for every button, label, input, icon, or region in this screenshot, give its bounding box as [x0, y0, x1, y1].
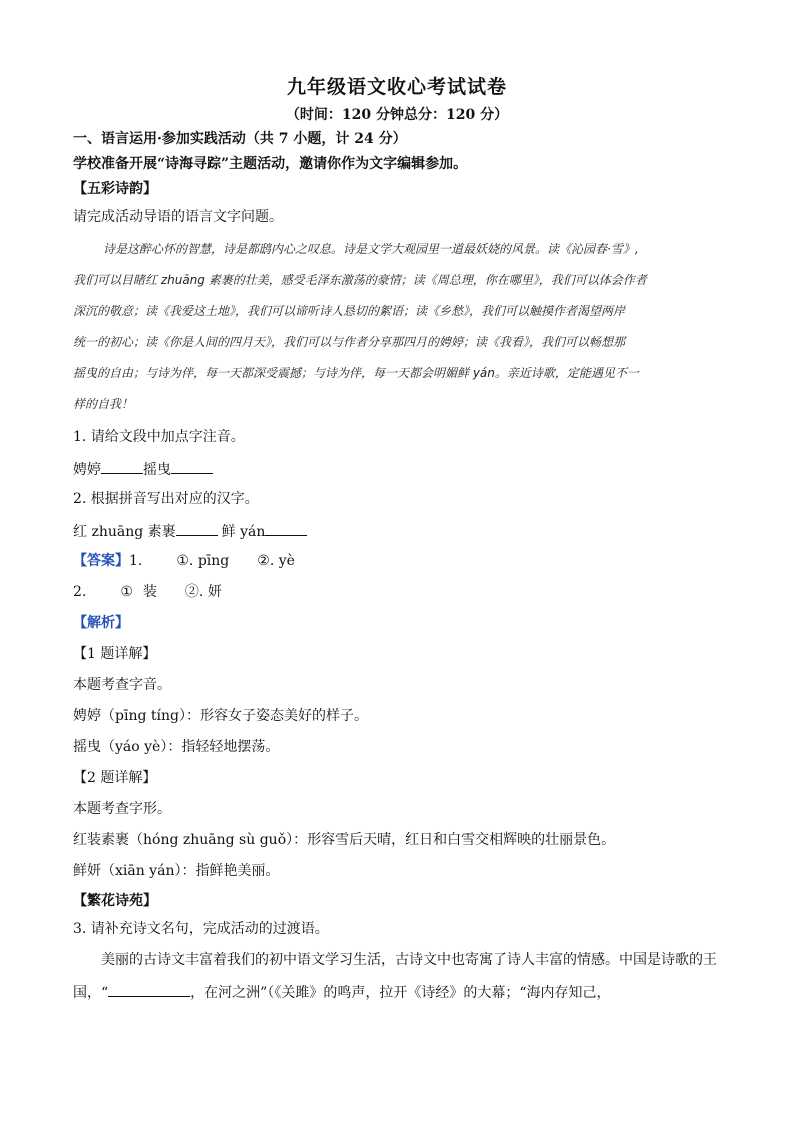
- analysis-label: 【解析】: [73, 615, 129, 631]
- question-3-paragraph: 美丽的古诗文丰富着我们的初中语文学习生活，古诗文中也寄寓了诗人丰富的情感。中国是诗歌的王: [101, 952, 717, 968]
- q1-word-1: 娉婷: [73, 462, 101, 478]
- answer-text: . 妍: [198, 584, 222, 600]
- detail-text: 红装素裹（hóng zhuāng sù guǒ）：形容雪后天晴，红日和白雪交相辉映的壮丽景色。: [73, 832, 616, 848]
- answer-row-1: [73, 552, 295, 570]
- detail-text: 本题考查字音。: [73, 677, 171, 693]
- answer-blank[interactable]: [176, 521, 218, 536]
- detail-text: 摇曳（yáo yè）：指轻轻地摆荡。: [73, 739, 280, 755]
- passage-line: 诗是这醉心怀的智慧，诗是都鸱内心之叹息。诗是文学大观园里一道最妖娆的风景。读《沁园春·雪》,: [103, 242, 639, 256]
- circled-number-1: ①: [120, 584, 133, 600]
- q2-word-1: 红 zhuāng 素裹: [73, 524, 176, 540]
- answer-blank[interactable]: [101, 459, 143, 474]
- page-title: 九年级语文收心考试试卷: [286, 76, 507, 98]
- question-3-stem: 3. 请补充诗文名句，完成活动的过渡语。: [73, 921, 329, 937]
- answer-number: 1.: [129, 553, 143, 569]
- passage-line: 摇曳的自由；与诗为伴，每一天都深受震撼；与诗为伴，每一天都会明媚鲜 yán。亲近诗歌，定能遇见不一: [73, 366, 639, 380]
- detail-heading-2: 【2 题详解】: [73, 770, 157, 786]
- question-3-paragraph: [73, 982, 611, 1002]
- detail-text: 娉婷（pīng tíng）：形容女子姿态美好的样子。: [73, 708, 368, 724]
- section-intro: 学校准备开展“诗海寻踪”主题活动，邀请你作为文字编辑参加。: [73, 156, 468, 172]
- circled-number-2: ②: [184, 584, 199, 600]
- part-heading-wucai: 【五彩诗韵】: [73, 181, 157, 197]
- q3-text: ，在河之洲”（《关雎》的鸣声，拉开《诗经》的大幕；“海内存知己，: [190, 985, 611, 1001]
- answer-text: . yè: [269, 553, 295, 569]
- part-instruction: 请完成活动导语的语言文字问题。: [73, 209, 283, 225]
- answer-blank[interactable]: [171, 459, 213, 474]
- answer-blank[interactable]: [108, 982, 190, 997]
- passage-line: 样的自我！: [73, 397, 134, 411]
- question-2-items: [73, 521, 307, 541]
- part-heading-fanhua: 【繁花诗苑】: [73, 893, 157, 909]
- answer-label: 【答案】: [73, 553, 129, 569]
- answer-row-2: [73, 583, 222, 601]
- circled-number-2: ②: [257, 553, 270, 569]
- answer-number: 2.: [73, 584, 87, 600]
- question-1-stem: 1. 请给文段中加点字注音。: [73, 429, 245, 445]
- passage-line: 深沉的敬意；读《我爱这土地》，我们可以谛听诗人恳切的絮语；读《乡愁》，我们可以触摸作者渴望两岸: [73, 304, 626, 318]
- q3-text: 国，“: [73, 985, 109, 1001]
- question-1-items: [73, 459, 213, 479]
- circled-number-1: ①: [176, 553, 189, 569]
- passage-line: 统一的初心；读《你是人间的四月天》，我们可以与作者分享那四月的娉婷；读《我看》，我们可以畅想那: [73, 335, 626, 349]
- section-heading: 一、语言运用·参加实践活动（共 7 小题，计 24 分）: [73, 131, 407, 147]
- passage-line: 我们可以目睹红 zhuāng 素裹的壮美，感受毛泽东激荡的豪情；读《周总理，你在哪里》，我们可以体会作者: [73, 273, 647, 287]
- question-2-stem: 2. 根据拼音写出对应的汉字。: [73, 491, 259, 507]
- q1-word-2: 摇曳: [143, 462, 171, 478]
- page-subtitle: （时间：120 分钟总分：120 分）: [285, 107, 509, 123]
- detail-text: 本题考查字形。: [73, 801, 171, 817]
- answer-text: 装: [142, 584, 157, 600]
- detail-heading-1: 【1 题详解】: [73, 646, 157, 662]
- answer-blank[interactable]: [265, 521, 307, 536]
- q2-word-2: 鲜 yán: [221, 524, 266, 540]
- answer-text: . pīng: [188, 553, 230, 569]
- detail-text: 鲜妍（xiān yán）：指鲜艳美丽。: [73, 863, 280, 879]
